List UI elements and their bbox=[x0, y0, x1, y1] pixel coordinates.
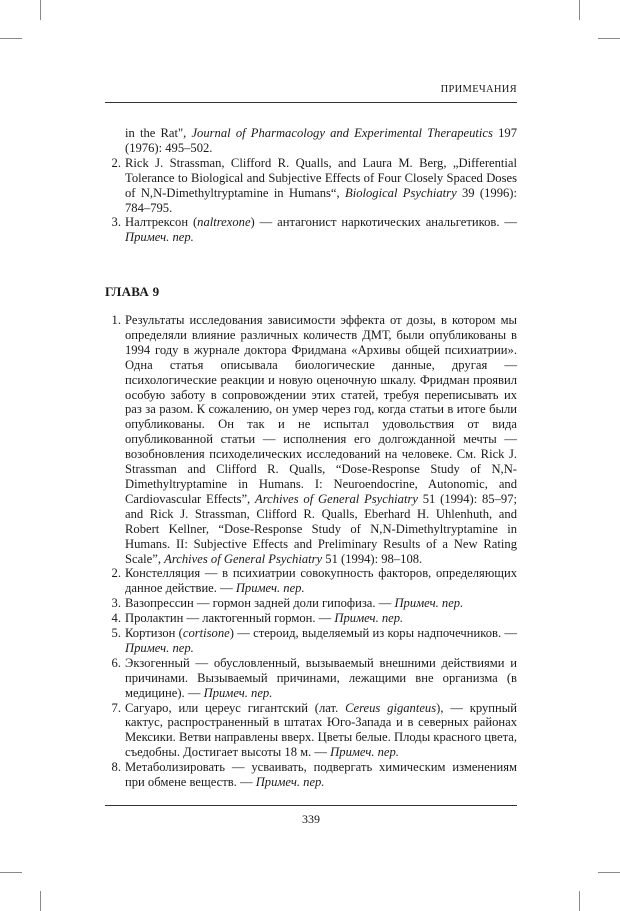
running-head: ПРИМЕЧАНИЯ bbox=[440, 84, 517, 95]
italic-text: cortisone bbox=[182, 626, 230, 641]
italic-text: Примеч. пер. bbox=[255, 775, 325, 790]
note-text bbox=[121, 215, 517, 245]
note-text bbox=[121, 760, 517, 790]
crop-mark-bottom-right-h bbox=[598, 872, 620, 873]
header-rule bbox=[105, 102, 517, 103]
note-number: 3. bbox=[111, 596, 121, 611]
text-segment: Констелляция — в психиатрии совокупность факторов, определяющих данное действие. — bbox=[125, 566, 517, 596]
note-text bbox=[121, 656, 517, 701]
note-text bbox=[121, 611, 517, 626]
text-segment: Кортизон ( bbox=[125, 626, 183, 641]
note-item bbox=[105, 701, 517, 761]
italic-text: Примеч. пер. bbox=[125, 230, 194, 245]
note-number: 2. bbox=[111, 566, 121, 581]
text-segment: Пролактин — лактогенный гормон. — bbox=[125, 611, 335, 626]
text-segment: Сагуаро, или цереус гигантский (лат. bbox=[125, 700, 346, 715]
note-number: 5. bbox=[111, 626, 121, 641]
note-number: 6. bbox=[111, 655, 121, 670]
note-number: 1. bbox=[111, 313, 121, 327]
italic-text: Примеч. пер. bbox=[334, 611, 404, 626]
text-segment: 39 (1996): 784–795. bbox=[125, 185, 517, 215]
text-segment: 51 (1994): 98–108. bbox=[322, 551, 423, 566]
note-item bbox=[105, 596, 517, 611]
italic-text: Примеч. пер. bbox=[330, 745, 399, 760]
note-text bbox=[121, 626, 517, 656]
chapter-notes bbox=[105, 313, 517, 790]
text-segment: in the Rat", bbox=[125, 126, 192, 140]
note-item bbox=[105, 156, 517, 216]
italic-text: Biological Psychiatry bbox=[345, 185, 457, 200]
italic-text: naltrexone bbox=[197, 215, 251, 230]
italic-text: Примеч. пер. bbox=[235, 581, 305, 596]
footer-rule bbox=[105, 805, 517, 806]
crop-mark-bottom-left-h bbox=[0, 872, 22, 873]
note-text bbox=[121, 596, 517, 611]
italic-text: Archives of General Psychiatry bbox=[164, 551, 323, 566]
text-segment: ) — стероид, выделяемый из коры надпочечников. — bbox=[229, 626, 517, 641]
crop-mark-bottom-right-v bbox=[579, 891, 580, 911]
text-segment: ), — крупный кактус, распространенный в штатах Юго-Запада и в северных районах Мексики. Ветви направлены вверх. Цветы белые. Плоды красного цвета, съедобны. Достигает высоты 18 м. — bbox=[125, 700, 517, 760]
note-number: 4. bbox=[111, 611, 121, 626]
note-item bbox=[105, 215, 517, 245]
note-item bbox=[105, 656, 517, 701]
note-text bbox=[121, 701, 517, 761]
text-segment: 197 (1976): 495–502. bbox=[125, 126, 517, 155]
page-number: 339 bbox=[302, 812, 320, 826]
note-item bbox=[105, 566, 517, 596]
italic-text: Cereus giganteus bbox=[345, 700, 437, 715]
note-number: 8. bbox=[111, 760, 121, 775]
crop-mark-top-right-h bbox=[598, 38, 620, 39]
text-segment: 51 (1994): 85–97; and Rick J. Strassman, Clifford R. Qualls, Eberhard H. Uhlenhuth, and Robert Kellner, “Dose-Response Study of N,N-Dimethyltryptamine in Humans. II: Subjective Effects and Preliminary Results of a New Rating Scale”, bbox=[125, 491, 517, 566]
note-text bbox=[121, 156, 517, 216]
note-item bbox=[105, 760, 517, 790]
crop-mark-top-left-h bbox=[0, 38, 22, 39]
note-item bbox=[105, 626, 517, 656]
text-segment: Rick J. Strassman, Clifford R. Qualls, and Laura M. Berg, „Differential Tolerance to Biological and Subjective Effects of Four Closely Spaced Doses of N,N-Dimethyltryptamine in Humans“, bbox=[125, 155, 517, 200]
note-text bbox=[121, 313, 517, 566]
note-number: 3. bbox=[111, 215, 121, 230]
text-segment: Экзогенный — обусловленный, вызываемый внешними действиями и причинами. Вызываемый причинами, лежащими вне организма (в медицине). — bbox=[125, 655, 517, 700]
crop-mark-top-right-v bbox=[579, 0, 580, 20]
text-segment: ) — антагонист наркотических анальгетиков. — bbox=[250, 215, 517, 230]
note-number: 2. bbox=[111, 155, 121, 170]
chapter-heading: ГЛАВА 9 bbox=[105, 284, 160, 299]
continued-notes bbox=[105, 126, 517, 245]
note-number: 7. bbox=[111, 700, 121, 715]
note-continuation bbox=[105, 126, 517, 156]
note-item bbox=[105, 611, 517, 626]
crop-mark-top-left-v bbox=[40, 0, 41, 20]
text-segment: Вазопрессин — гормон задней доли гипофиза. — bbox=[125, 596, 395, 611]
italic-text: Примеч. пер. bbox=[394, 596, 464, 611]
text-segment: Результаты исследования зависимости эффекта от дозы, в котором мы определяли влияние различных количеств ДМТ, были опубликованы в 1994 году в журнале доктора Фридмана «Архивы общей психиатрии». Одна статья описывала биологические данные, другая — психологические реакции и новую оценочную шкалу. Фридман проявил особую заботу в сопровождении этих статей, требуя переписывать их раз за разом. К сожалению, он умер через год, когда статьи в итоге были опубликованы. Он так и не испытал удовольствия от вида опубликованной статьи — исполнения его долгожданной мечты — возобновления психоделических исследований на человеке. См. Rick J. Strassman and Clifford R. Qualls, “Dose-Response Study of N,N-Dimethyltryptamine in Humans. I: Neuroendocrine, Autonomic, and Cardiovascular Effects”, bbox=[125, 313, 517, 506]
italic-text: Примеч. пер. bbox=[203, 685, 273, 700]
text-segment: Налтрексон ( bbox=[125, 215, 198, 230]
italic-text: Примеч. пер. bbox=[125, 640, 194, 655]
italic-text: Journal of Pharmacology and Experimental Therapeutics bbox=[191, 126, 493, 140]
note-text bbox=[121, 566, 517, 596]
text-segment: Метаболизировать — усваивать, подвергать химическим изменениям при обмене веществ. — bbox=[125, 760, 517, 790]
italic-text: Archives of General Psychiatry bbox=[255, 491, 418, 506]
crop-mark-bottom-left-v bbox=[40, 891, 41, 911]
note-item bbox=[105, 313, 517, 566]
